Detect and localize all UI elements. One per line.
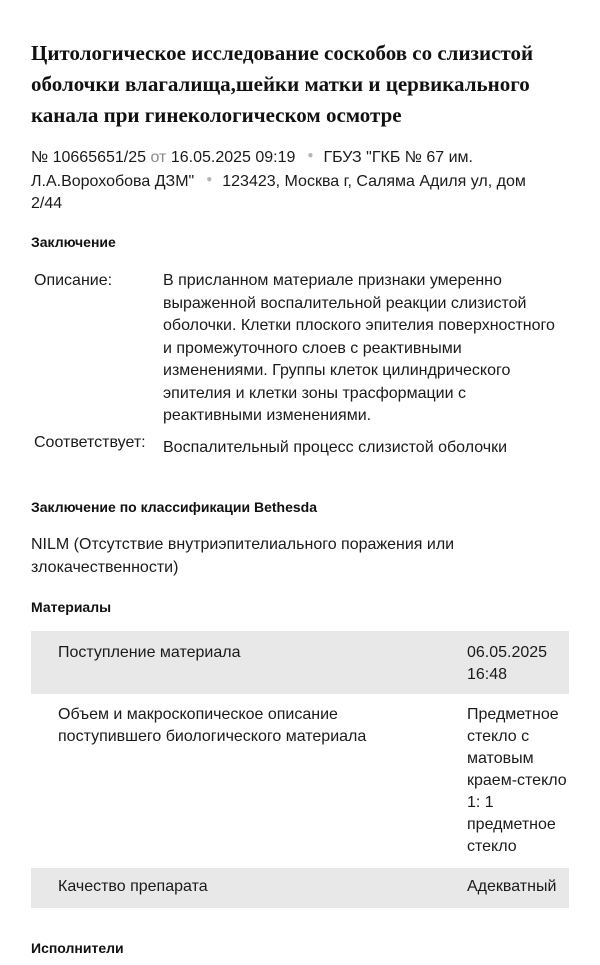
corresponds-label: Соответствует:	[34, 434, 146, 451]
bethesda-text: NILM (Отсутствие внутриэпителиального поражения или злокачественности)	[31, 536, 455, 576]
material-value: 06.05.2025 16:48	[467, 644, 548, 683]
materials-table	[31, 631, 569, 908]
material-name: Поступление материала	[58, 644, 241, 661]
conclusion-heading: Заключение	[31, 234, 116, 250]
order-number: № 10665651/25	[31, 149, 147, 166]
table-row	[31, 868, 569, 908]
table-row	[31, 694, 569, 868]
description-label: Описание:	[34, 272, 113, 289]
order-datetime: 16.05.2025 09:19	[170, 149, 296, 166]
material-value: Предметное стекло с матовым краем-стекло 1: 1 предметное стекло	[467, 706, 567, 855]
performers-heading: Исполнители	[31, 940, 124, 956]
from-word: от	[150, 149, 167, 166]
report-meta	[31, 145, 561, 215]
corresponds-value: Воспалительный процесс слизистой оболочки	[163, 439, 508, 456]
report-title: Цитологическое исследование соскобов со слизистой оболочки влагалища,шейки матки и цервикального канала при гинекологическом осмотре	[31, 41, 534, 127]
separator-dot: ●	[307, 150, 314, 161]
organization-address: 123423, Москва г, Саляма Адиля ул, дом 2/44	[31, 173, 526, 212]
materials-heading: Материалы	[31, 599, 112, 615]
organization-name: ГБУЗ "ГКБ № 67 им. Л.А.Ворохобова ДЗМ"	[31, 149, 473, 190]
separator-dot: ●	[206, 174, 213, 185]
material-name: Объем и макроскопическое описание поступившего биологического материала	[58, 706, 367, 745]
material-value: Адекватный	[467, 878, 557, 895]
bethesda-heading: Заключение по классификации Bethesda	[31, 499, 318, 515]
table-row	[31, 631, 569, 694]
description-value: В присланном материале признаки умеренно выраженной воспалительной реакции слизистой оболочки. Клетки плоского эпителия поверхностного и промежуточного слоев с реактивными изменениями. Группы клеток цилиндрического эпителия и клетки зоны трасформации с реактивными изменениями.	[163, 272, 555, 424]
material-name: Качество препарата	[58, 878, 208, 895]
